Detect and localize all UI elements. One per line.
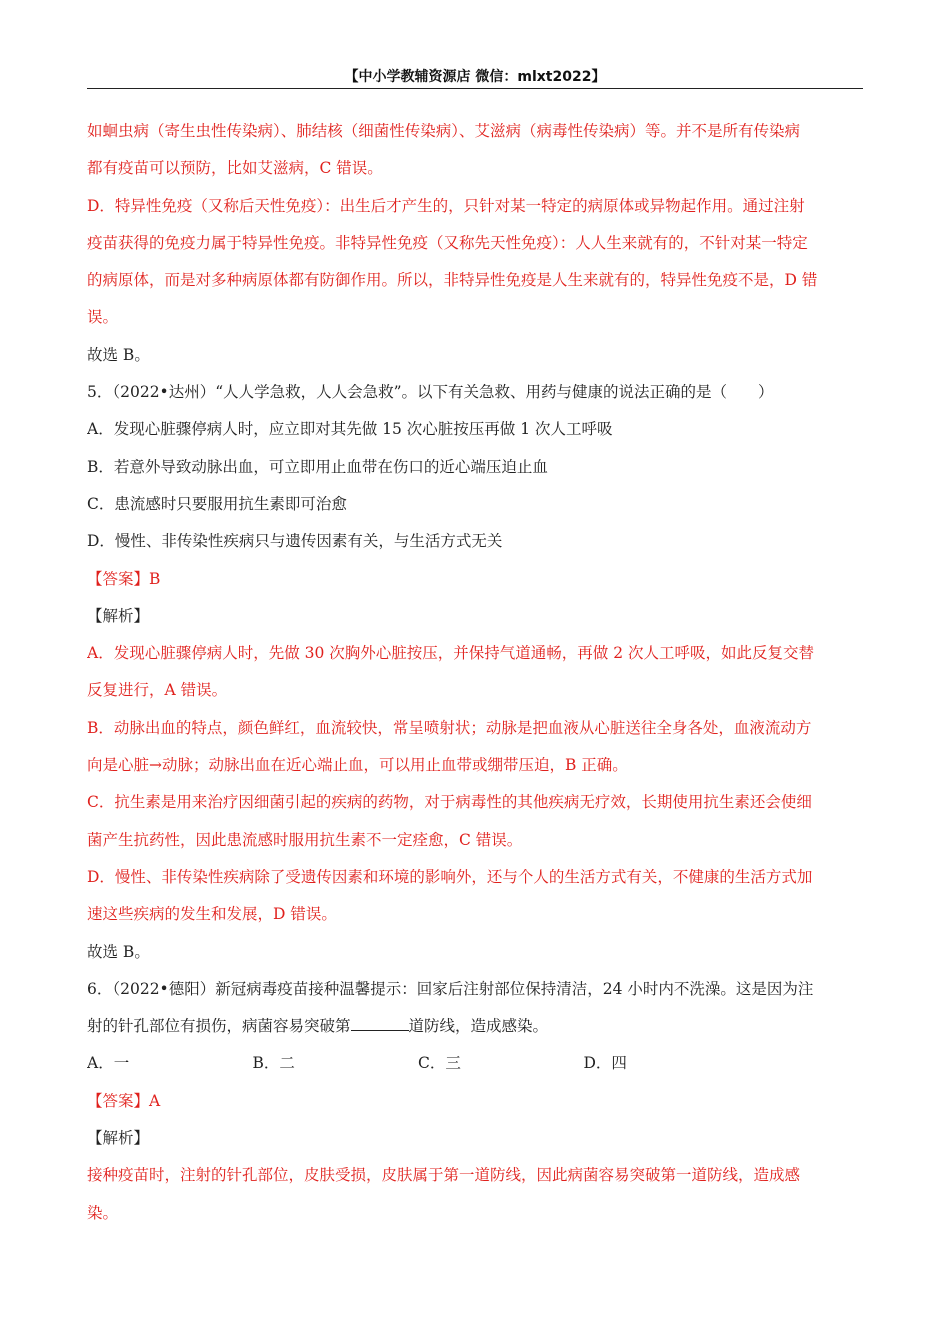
- analysis-label: 【解析】: [87, 1129, 150, 1148]
- question-5: [87, 374, 863, 971]
- question-stem: 6．（2022•德阳）新冠病毒疫苗接种温馨提示：回家后注射部位保持清洁，24 小时内不洗澡。这是因为注: [87, 979, 814, 998]
- option-d: D．慢性、非传染性疾病只与遗传因素有关，与生活方式无关: [87, 532, 503, 551]
- answer-label: 【答案】B: [87, 569, 161, 588]
- answer-label: 【答案】A: [87, 1091, 161, 1110]
- analysis-line: 误。: [87, 308, 119, 327]
- question-stem: 5．（2022•达州）“人人学急救，人人会急救”。以下有关急救、用药与健康的说法正确的是（ ）: [87, 383, 774, 402]
- analysis-line: 如蛔虫病（寄生虫性传染病）、肺结核（细菌性传染病）、艾滋病（病毒性传染病）等。并不是所有传染病: [87, 122, 801, 140]
- document-body: [87, 113, 863, 1232]
- analysis-label: 【解析】: [87, 606, 150, 625]
- analysis-line: 都有疫苗可以预防，比如艾滋病，C 错误。: [87, 159, 383, 178]
- analysis-line: 染。: [87, 1203, 119, 1222]
- analysis-line: 接种疫苗时，注射的针孔部位，皮肤受损，皮肤属于第一道防线，因此病菌容易突破第一道防线，造成感: [87, 1166, 801, 1185]
- options-row: [87, 1045, 863, 1082]
- analysis-line: 向是心脏→动脉；动脉出血在近心端止血，可以用止血带或绷带压迫，B 正确。: [87, 756, 628, 775]
- option-a: A．发现心脏骤停病人时，应立即对其先做 15 次心脏按压再做 1 次人工呼吸: [87, 420, 613, 439]
- stem-text: 道防线，造成感染。: [408, 1017, 549, 1036]
- option-a: A．一: [87, 1054, 130, 1073]
- fill-blank: [351, 1016, 409, 1031]
- analysis-line: C．抗生素是用来治疗因细菌引起的疾病的药物，对于病毒性的其他疾病无疗效，长期使用抗生素还会使细: [87, 793, 812, 812]
- analysis-line: D．特异性免疫（又称后天性免疫）：出生后才产生的，只针对某一特定的病原体或异物起作用。通过注射: [87, 196, 805, 215]
- option-b: B．二: [252, 1054, 295, 1073]
- analysis-line: B．动脉出血的特点，颜色鲜红，血流较快，常呈喷射状；动脉是把血液从心脏送往全身各处，血液流动方: [87, 718, 812, 737]
- option-c: C．患流感时只要服用抗生素即可治愈: [87, 494, 347, 513]
- stem-text: 射的针孔部位有损伤，病菌容易突破第: [87, 1017, 351, 1036]
- analysis-line: 疫苗获得的免疫力属于特异性免疫。非特异性免疫（又称先天性免疫）：人人生来就有的，不针对某一特定: [87, 233, 808, 252]
- analysis-line: 反复进行，A 错误。: [87, 681, 228, 700]
- final-choice: 故选 B。: [87, 345, 150, 364]
- question-6: [87, 971, 863, 1232]
- analysis-line: D．慢性、非传染性疾病除了受遗传因素和环境的影响外，还与个人的生活方式有关，不健康的生活方式加: [87, 867, 813, 886]
- option-c: C．三: [418, 1054, 461, 1073]
- option-b: B．若意外导致动脉出血，可立即用止血带在伤口的近心端压迫止血: [87, 457, 548, 476]
- analysis-line: 菌产生抗药性，因此患流感时服用抗生素不一定痊愈，C 错误。: [87, 830, 523, 849]
- final-choice: 故选 B。: [87, 942, 150, 961]
- analysis-line: 速这些疾病的发生和发展，D 错误。: [87, 905, 337, 924]
- analysis-line: A．发现心脏骤停病人时，先做 30 次胸外心脏按压，并保持气道通畅，再做 2 次人工呼吸，如此反复交替: [87, 644, 814, 663]
- previous-analysis: [87, 113, 863, 374]
- question-stem-cont: [87, 1008, 863, 1045]
- page-header: 【中小学教辅资源店 微信：mlxt2022】: [344, 69, 606, 85]
- header-divider: [87, 88, 863, 89]
- option-d: D．四: [583, 1054, 627, 1073]
- analysis-line: 的病原体，而是对多种病原体都有防御作用。所以，非特异性免疫是人生来就有的，特异性免疫不是，D 错: [87, 271, 818, 290]
